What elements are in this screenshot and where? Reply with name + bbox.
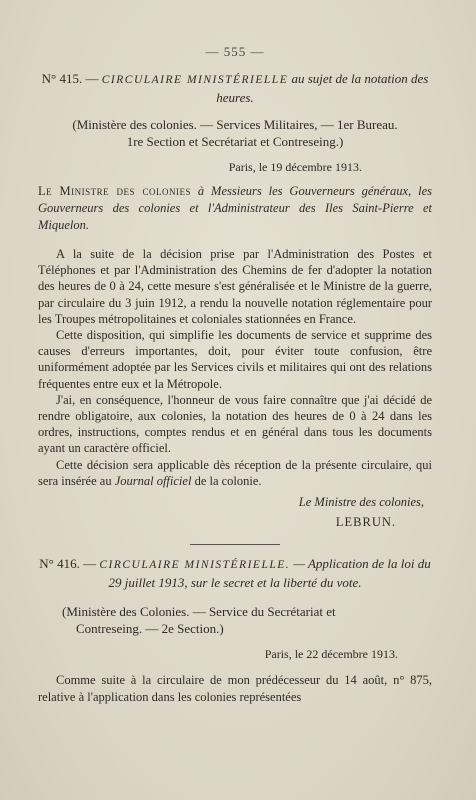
circular-1-source [38, 116, 432, 150]
circular-1-paragraph: J'ai, en conséquence, l'honneur de vous faire connaître que j'ai décidé de rendre obligatoire, aux colonies, la notation des heures de 0 à 24 dans les ordres, instructions, comptes rendus et en général dans tous les documents ayant un caractère officiel. [38, 392, 432, 456]
circular-1-heading [38, 70, 432, 106]
signature-name: LEBRUN. [335, 515, 396, 530]
circular-1-address-to: à Messieurs les Gouverneurs généraux, les Gouverneurs des colonies et l'Administrateur des Iles Saint-Pierre et Miquelon. [38, 184, 433, 232]
circular-1-paragraph: A la suite de la décision prise par l'Administration des Postes et Téléphones et par l'Administration des Chemins de fer d'adopter la notation des heures de 0 à 24, cette mesure s'est généralisée et le Ministre de la guerre, par circulaire du 3 juin 1912, a rendu la nouvelle notation réglementaire pour les Troupes métropolitaines et coloniales stationnées en France. [38, 247, 432, 326]
circular-1-source-line-1: (Ministère des colonies. — Services Militaires, — 1er Bureau. [72, 117, 398, 132]
circular-1-last-paragraph-end: de la colonie. [194, 473, 262, 488]
circular-2-source-line-2: Contreseing. — 2e Section.) [76, 621, 224, 637]
circular-2-heading [38, 555, 432, 591]
circular-1-paragraph: Cette disposition, qui simplifie les documents de service et supprime des causes d'erreurs importantes, doit, pour éviter toute confusion, être uniformément adoptée par les Services civils et militaires qui ont des relations fréquentes entre eux et la Métropole. [38, 328, 432, 391]
circular-2-type: CIRCULAIRE MINISTÉRIELLE. [99, 559, 291, 572]
circular-1-number: N° 415. — [41, 71, 99, 86]
circular-2-date: Paris, le 22 décembre 1913. [264, 647, 398, 662]
circular-1-source-line-2: 1re Section et Secrétariat et Contreseing.) [126, 134, 344, 149]
circular-2-source-line-1: (Ministère des Colonies. — Service du Secrétariat et [62, 604, 336, 620]
circular-2-paragraph: Comme suite à la circulaire de mon prédécesseur du 14 août, n° 875, relative à l'application dans les colonies représentées [38, 673, 432, 704]
circular-1-address [38, 183, 432, 234]
circular-2-number: N° 416. — [39, 556, 97, 572]
circular-1-last-paragraph-start: Cette décision sera applicable dès réception de la présente circulaire, qui sera insérée au [38, 457, 432, 488]
section-divider [190, 544, 280, 545]
journal-officiel-reference: Journal officiel [114, 473, 192, 488]
circular-1-date: Paris, le 19 décembre 1913. [228, 160, 362, 174]
signature-title: Le Ministre des colonies, [298, 495, 424, 510]
page-number: — 555 — [205, 44, 265, 59]
circular-1-address-from: Le Ministre des colonies [38, 184, 191, 198]
circular-1-type: CIRCULAIRE MINISTÉRIELLE [101, 74, 289, 86]
circular-1-last-paragraph [38, 457, 432, 489]
circular-2-source [38, 603, 432, 637]
circular-1-subject: au sujet de la notation des heures. [216, 71, 429, 105]
circular-2-subject: — Application de la loi du 29 juillet 1913, sur le secret et la liberté du vote. [108, 556, 431, 591]
